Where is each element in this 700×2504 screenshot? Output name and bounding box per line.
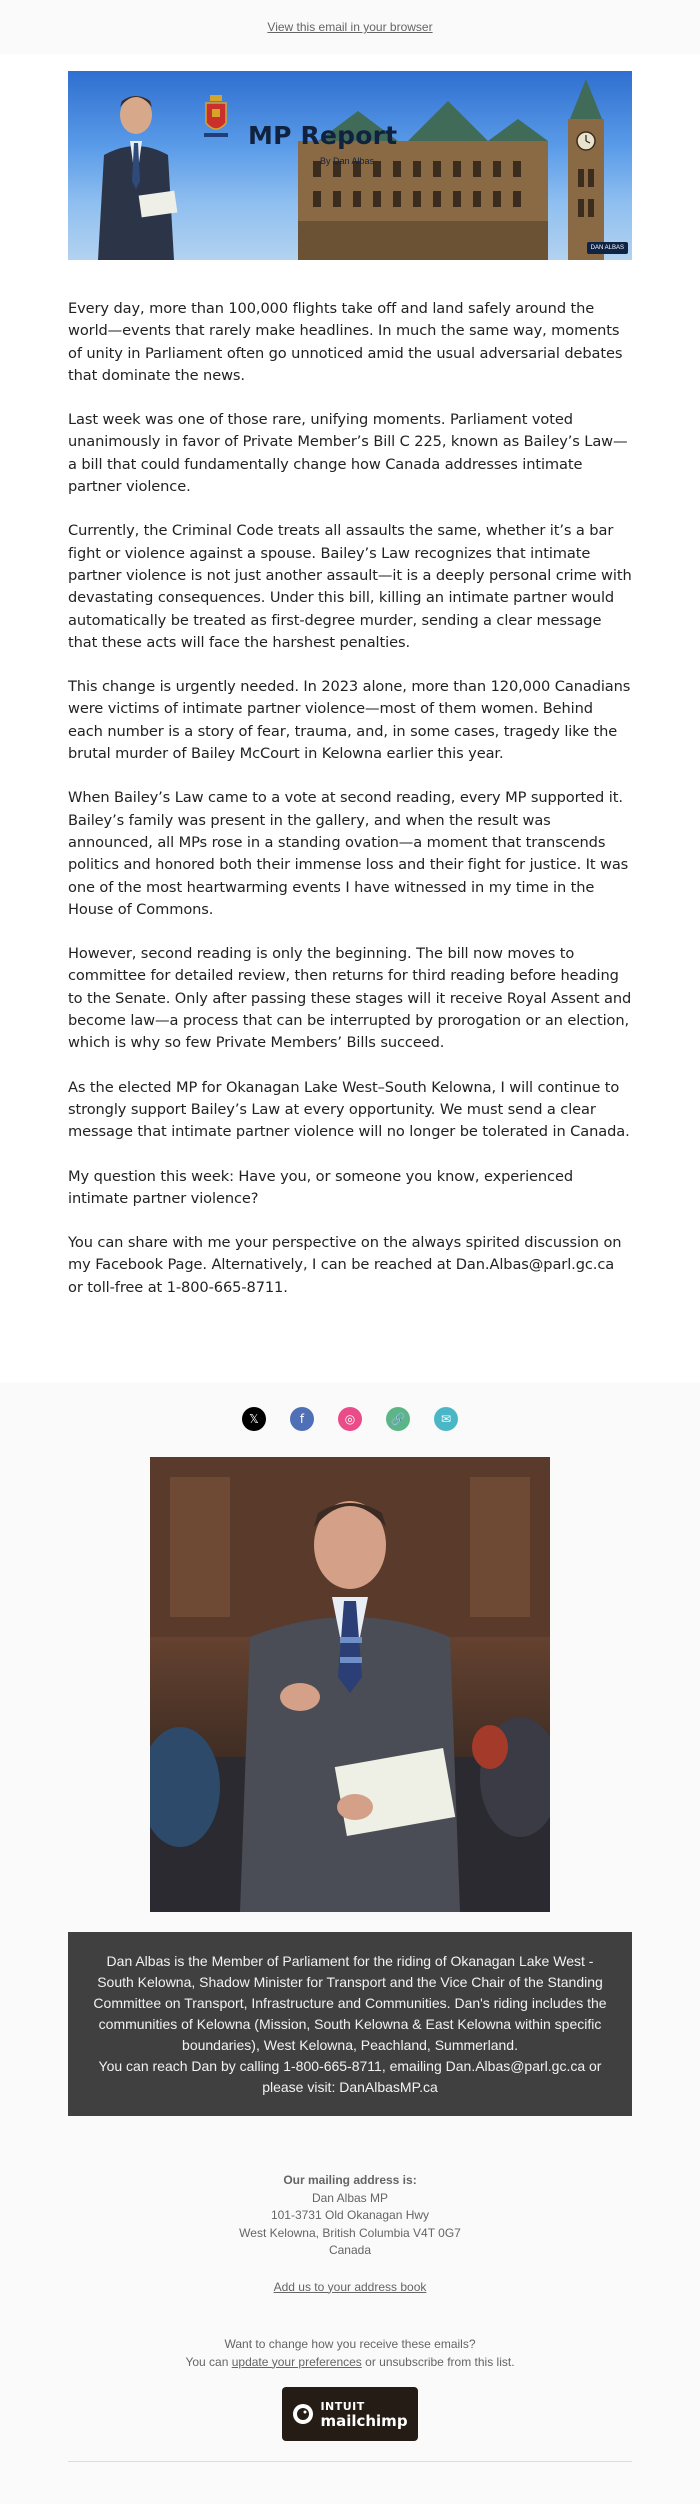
footer (0, 1383, 700, 2462)
preferences-question: Want to change how you receive these emails? (224, 2337, 476, 2351)
house-of-commons-photo (150, 1457, 550, 1912)
bio-contact: You can reach Dan by calling 1-800-665-8711, emailing Dan.Albas@parl.gc.ca or please visit: DanAlbasMP.ca (98, 2058, 602, 2095)
x-twitter-icon[interactable]: 𝕏 (242, 1407, 266, 1431)
footer-divider (68, 2461, 632, 2462)
unsubscribe-text: or unsubscribe from this list. (361, 2354, 515, 2369)
preferences-prefix: You can (185, 2354, 232, 2369)
update-preferences-link[interactable]: update your preferences (231, 2354, 362, 2369)
peace-tower-image (556, 79, 616, 260)
paragraph: As the elected MP for Okanagan Lake West–South Kelowna, I will continue to strongly support Bailey’s Law at every opportunity. We must send a clear message that intimate partner violence will no longer be tolerated in Canada. (68, 1078, 630, 1141)
mailchimp-label: mailchimp (320, 2412, 408, 2430)
address-city: West Kelowna, British Columbia V4T 0G7 (239, 2225, 461, 2240)
paragraph: Last week was one of those rare, unifying moments. Parliament voted unanimously in favor of Private Member’s Bill C 225, known as Bailey’s Law—a bill that could fundamentally change how Canada addresses intimate partner violence. (68, 411, 628, 496)
add-to-address-book-link[interactable]: Add us to your address book (273, 2279, 427, 2294)
newsletter-byline: By Dan Albas (320, 156, 375, 166)
header-banner (68, 71, 632, 260)
email-icon[interactable]: ✉ (434, 1407, 458, 1431)
preheader (0, 0, 700, 54)
address-name: Dan Albas MP (311, 2190, 389, 2205)
article-body (68, 298, 632, 1299)
mailchimp-badge[interactable] (282, 2387, 418, 2441)
bio-text: Dan Albas is the Member of Parliament for the riding of Okanagan Lake West - South Kelowna, Shadow Minister for Transport and the Vice Chair of the Standing Committee on Transport, Infrastructure and Communities. Dan's riding includes the communities of Kelowna (Mission, South Kelowna & East Kelowna within specific boundaries), West Kelowna, Peachland, Summerland. (93, 1953, 607, 2053)
instagram-icon[interactable]: ◎ (338, 1407, 362, 1431)
preferences-line (0, 2354, 700, 2372)
address-country: Canada (328, 2243, 372, 2257)
paragraph: My question this week: Have you, or someone you know, experienced intimate partner violence? (68, 1167, 574, 1207)
paragraph: This change is urgently needed. In 2023 alone, more than 120,000 Canadians were victims of intimate partner violence—most of them women. Behind each number is a story of fear, trauma, and, in some cases, tragedy like the brutal murder of Bailey McCourt in Kelowna earlier this year. (68, 678, 631, 763)
mailing-address-heading: Our mailing address is: (283, 2173, 417, 2187)
mailing-address (0, 2172, 700, 2296)
newsletter-title: MP Report (248, 121, 398, 150)
view-in-browser-link[interactable]: View this email in your browser (267, 20, 433, 34)
paragraph: Every day, more than 100,000 flights take off and land safely around the world—events that rarely make headlines. In much the same way, moments of unity in Parliament often go unnoticed amid the usual adversarial debates that dominate the news. (68, 300, 623, 384)
mp-photo-header (90, 85, 182, 260)
intuit-label: INTUIT (320, 2400, 365, 2413)
bio-box (68, 1932, 632, 2116)
paragraph: You can share with me your perspective on the always spirited discussion on my Facebook Page. Alternatively, I can be reached at Dan.Albas@parl.gc.ca or toll-free at 1-800-665-8711. (68, 1234, 622, 1296)
coat-of-arms-icon (202, 95, 230, 139)
mailchimp-logo-icon (292, 2403, 314, 2425)
facebook-icon[interactable]: f (290, 1407, 314, 1431)
address-street: 101-3731 Old Okanagan Hwy (270, 2208, 430, 2222)
email-main-content (0, 54, 700, 1383)
paragraph: However, second reading is only the beginning. The bill now moves to committee for detailed review, then returns for third reading before heading to the Senate. Only after passing these stages will it receive Royal Assent and become law—a process that can be interrupted by prorogation or an election, which is why so few Private Members’ Bills succeed. (68, 945, 632, 1052)
social-links (0, 1407, 700, 1437)
email-preferences (0, 2336, 700, 2371)
paragraph: Currently, the Criminal Code treats all assaults the same, whether it’s a bar fight or violence against a spouse. Bailey’s Law recognizes that intimate partner violence is not just another assault—it is a deeply personal crime with devastating consequences. Under this bill, killing an intimate partner would automatically be treated as first-degree murder, sending a clear message that these acts will face the harshest penalties. (68, 522, 632, 651)
website-link-icon[interactable]: 🔗 (386, 1407, 410, 1431)
header-badge: DAN ALBAS (587, 242, 628, 254)
paragraph: When Bailey’s Law came to a vote at second reading, every MP supported it. Bailey’s family was present in the gallery, and when the result was announced, all MPs rose in a standing ovation—a moment that transcends politics and honored both their immense loss and their fight for justice. It was one of the most heartwarming events I have witnessed in my time in the House of Commons. (68, 789, 629, 918)
mp-speaking-photo (150, 1457, 550, 1912)
